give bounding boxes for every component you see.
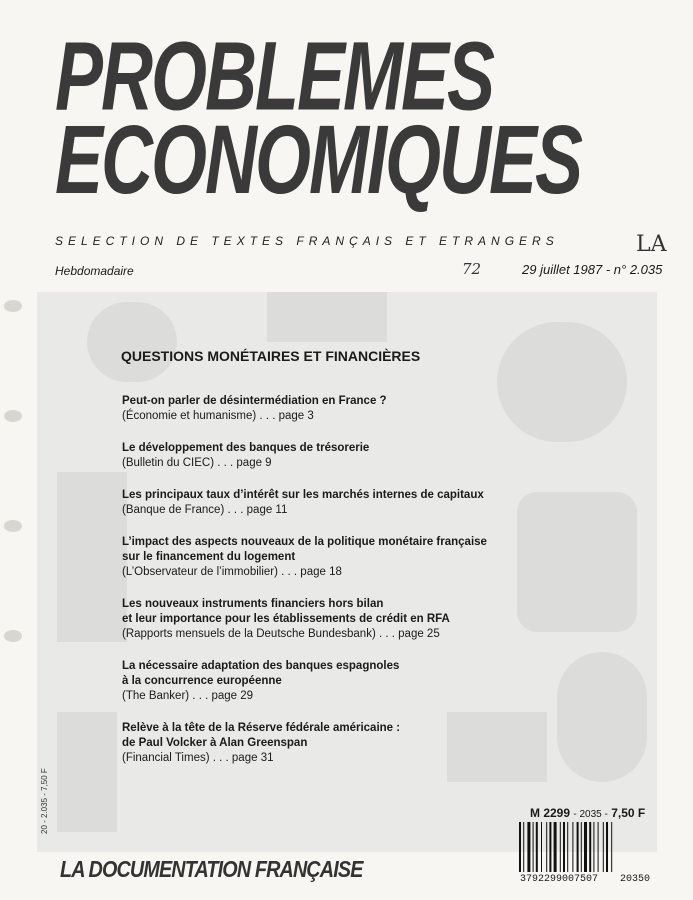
barcode-bar	[611, 822, 612, 872]
barcode-bar	[554, 822, 557, 872]
binder-hole	[4, 300, 22, 312]
table-of-contents	[122, 394, 542, 766]
binder-edge	[0, 0, 34, 900]
toc-item	[122, 597, 542, 642]
frequency-label: Hebdomadaire	[55, 264, 134, 278]
toc-item	[122, 394, 542, 424]
toc-item-source: (Bulletin du CIEC) . . . page 9	[122, 457, 272, 469]
barcode-bar	[581, 822, 582, 872]
masthead-line2: ECONOMIQUES	[55, 106, 582, 215]
toc-item-title: sur le financement du logement	[122, 551, 296, 563]
binder-hole	[4, 410, 22, 422]
background-shape	[57, 472, 127, 642]
toc-item	[122, 488, 542, 518]
toc-item-title: Le développement des banques de trésorerie	[122, 442, 370, 454]
toc-item-source: (Rapports mensuels de la Deutsche Bundesbank) . . . page 25	[122, 628, 440, 640]
background-shape	[557, 652, 647, 782]
barcode-bar	[546, 822, 547, 872]
toc-item	[122, 535, 542, 580]
publisher-logo: LA DOCUMENTATION FRANÇAISE	[60, 856, 363, 882]
barcode-suffix: 20350	[620, 874, 651, 885]
barcode-bar	[572, 822, 573, 872]
subtitle: SELECTION DE TEXTES FRANÇAIS ET ETRANGERS	[55, 234, 559, 248]
barcode-bar	[593, 822, 594, 872]
toc-item-title: La nécessaire adaptation des banques espagnoles	[122, 660, 400, 672]
toc-item	[122, 659, 542, 704]
barcode	[518, 822, 658, 872]
barcode-number: 3792299007507	[520, 874, 599, 885]
barcode-bar	[541, 822, 542, 872]
barcode-bar	[527, 822, 530, 872]
background-shape	[87, 302, 177, 382]
binder-hole	[4, 520, 22, 532]
toc-item-title: de Paul Volcker à Alan Greenspan	[122, 737, 308, 749]
toc-item-source: (L’Observateur de l’immobilier) . . . page 18	[122, 566, 342, 578]
price-mid: - 2035 -	[573, 809, 608, 820]
barcode-bar	[584, 822, 587, 872]
barcode-bar	[606, 822, 608, 872]
barcode-bar	[536, 822, 538, 872]
toc-item-source: (Économie et humanisme) . . . page 3	[122, 410, 314, 422]
barcode-bar	[519, 822, 521, 872]
toc-item-title: L’impact des aspects nouveaux de la politique monétaire française	[122, 536, 487, 548]
barcode-bar	[549, 822, 551, 872]
barcode-bar	[577, 822, 579, 872]
barcode-bar	[560, 822, 561, 872]
handwritten-mark: LA	[636, 232, 667, 257]
toc-item	[122, 721, 542, 766]
toc-item-title: Les principaux taux d’intérêt sur les marchés internes de capitaux	[122, 489, 484, 501]
toc-item-title: Relève à la tête de la Réserve fédérale américaine :	[122, 722, 401, 734]
background-shape	[57, 712, 117, 832]
background-shape	[267, 292, 387, 342]
barcode-bar	[523, 822, 524, 872]
price-code: M 2299	[530, 806, 571, 820]
toc-item-title: et leur importance pour les établissements de crédit en RFA	[122, 613, 450, 625]
side-code: 20 - 2.035 - 7,50 F	[40, 768, 49, 834]
toc-item-source: (Financial Times) . . . page 31	[122, 752, 274, 764]
barcode-bar	[567, 822, 568, 872]
price: 7,50 F	[611, 806, 646, 820]
barcode-bar	[533, 822, 534, 872]
toc-item	[122, 441, 542, 471]
barcode-bar	[589, 822, 591, 872]
toc-item-source: (Banque de France) . . . page 11	[122, 504, 288, 516]
toc-item-title: Les nouveaux instruments financiers hors bilan	[122, 598, 384, 610]
barcode-bar	[598, 822, 599, 872]
barcode-bar	[563, 822, 565, 872]
handwritten-number: 72	[462, 260, 482, 278]
issue-date: 29 juillet 1987 - n° 2.035	[522, 262, 663, 277]
toc-item-title: à la concurrence européenne	[122, 675, 282, 687]
barcode-bar	[603, 822, 604, 872]
toc-item-source: (The Banker) . . . page 29	[122, 690, 254, 702]
price-line	[530, 806, 645, 820]
section-title: QUESTIONS MONÉTAIRES ET FINANCIÈRES	[121, 348, 421, 364]
toc-item-title: Peut-on parler de désintermédiation en France ?	[122, 395, 387, 407]
masthead-line1: PROBLEMES	[55, 22, 494, 131]
binder-hole	[4, 630, 22, 642]
masthead	[55, 22, 655, 215]
